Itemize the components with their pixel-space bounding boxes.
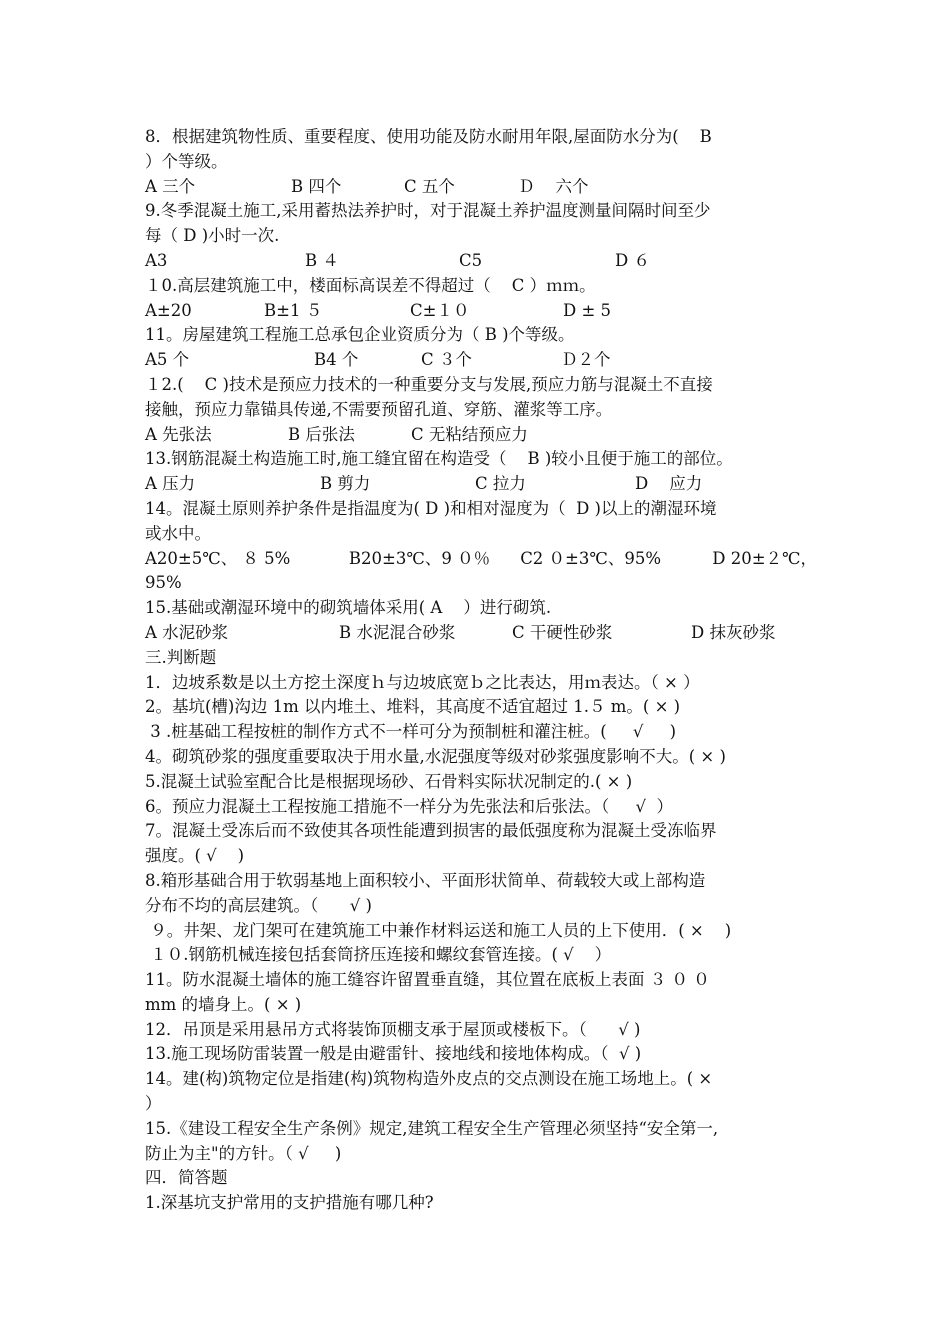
q13-options: [145, 472, 817, 497]
tf-item-14-line2: ）: [145, 1094, 162, 1114]
q8-option-a: A 三个: [145, 176, 196, 196]
tf-item-6: 6。预应力混凝土工程按施工措施不一样分为先张法和后张法。（ √ ）: [145, 796, 673, 816]
q15-stem: 15.基础或潮湿环境中的砌筑墙体采用( A ）进行砌筑.: [145, 598, 552, 618]
q14-option-d-wrap: 95%: [145, 573, 182, 593]
tf-item-4: 4。砌筑砂浆的强度重要取决于用水量,水泥强度等级对砂浆强度影响不大。( × ): [145, 746, 726, 766]
q10-option-a: A±20: [145, 300, 192, 320]
q9-option-b: B ４: [305, 250, 339, 270]
section-heading-short-answer: 四．简答题: [145, 1168, 228, 1188]
q15-option-d: D 抹灰砂浆: [691, 622, 776, 642]
q14-stem-line1: 14。混凝土原则养护条件是指温度为( D )和相对湿度为（ D )以上的潮湿环境: [145, 498, 717, 518]
q10-option-d: D ± 5: [563, 300, 612, 320]
tf-item-10: １０.钢筋机械连接包括套筒挤压连接和螺纹套管连接。( √ ）: [145, 945, 612, 965]
tf-item-3: 3 .桩基础工程按桩的制作方式不一样可分为预制桩和灌注桩。( √ ): [145, 722, 677, 742]
tf-item-1: 1．边坡系数是以土方挖土深度ｈ与边坡底宽ｂ之比表达，用ｍ表达。（ × ）: [145, 672, 700, 692]
q11-option-c: C ３个: [421, 350, 472, 370]
q13-option-a: A 压力: [145, 474, 196, 494]
q14-option-b: B20±3℃、9 ０％: [348, 548, 491, 568]
tf-item-15-line1: 15.《建设工程安全生产条例》规定,建筑工程安全生产管理必须坚持“安全第一,: [145, 1118, 719, 1138]
tf-item-13: 13.施工现场防雷装置一般是由避雷针、接地线和接地体构成。（ √ ): [145, 1044, 642, 1064]
q9-option-a: A3: [145, 250, 168, 270]
q14-option-c: C2 ０±3℃、95%: [520, 548, 662, 568]
q9-options: [145, 249, 817, 274]
section-heading-true-false: 三.判断题: [145, 647, 217, 667]
q9-option-c: C5: [459, 250, 483, 270]
tf-item-2: 2。基坑(槽)沟边 1m 以内堆土、堆料，其高度不适宜超过 1.５ m。( × ): [145, 697, 681, 717]
q11-option-a: A5 个: [145, 350, 190, 370]
tf-item-8-line2: 分布不均的高层建筑。（ √ ): [145, 895, 372, 915]
tf-item-15-line2: 防止为主"的方针。（ √ ): [145, 1143, 342, 1163]
tf-item-11-line1: 11。防水混凝土墙体的施工缝容许留置垂直缝，其位置在底板上表面 ３ ０ ０: [145, 970, 710, 990]
q11-options: [145, 348, 817, 373]
q14-stem-line2: 或水中。: [145, 523, 211, 543]
q12-option-b: B 后张法: [288, 424, 355, 444]
q15-option-c: C 干硬性砂浆: [512, 622, 613, 642]
q9-option-d: D ６: [615, 250, 650, 270]
sa-item-1: 1.深基坑支护常用的支护措施有哪几种?: [145, 1193, 434, 1213]
document-body: [145, 125, 817, 1216]
tf-item-7-line1: 7。混凝土受冻后而不致使其各项性能遭到损害的最低强度称为混凝土受冻临界: [145, 821, 717, 841]
q13-option-b: B 剪力: [320, 474, 371, 494]
q12-stem-line1: １2.( C )技术是预应力技术的一种重要分支与发展,预应力筋与混凝土不直接: [145, 374, 713, 394]
tf-item-11-line2: mm 的墙身上。( × ): [145, 994, 302, 1014]
q12-options: [145, 423, 817, 448]
q8-options: [145, 175, 817, 200]
tf-item-8-line1: 8.箱形基础合用于软弱基地上面积较小、平面形状简单、荷载较大或上部构造: [145, 870, 706, 890]
q11-option-d: Ｄ２个: [561, 350, 611, 370]
q14-options: [145, 547, 817, 572]
q12-option-a: A 先张法: [145, 424, 212, 444]
tf-item-5: 5.混凝土试验室配合比是根据现场砂、石骨料实际状况制定的.( × ): [145, 771, 633, 791]
q11-stem: 11。房屋建筑工程施工总承包企业资质分为（ B )个等级。: [145, 325, 575, 345]
q8-option-d: Ｄ 六个: [518, 176, 589, 196]
q10-option-b: B±1 ５: [264, 300, 323, 320]
q12-stem-line2: 接触，预应力靠锚具传递,不需要预留孔道、穿筋、灌浆等工序。: [145, 399, 613, 419]
tf-item-7-line2: 强度。( √ ): [145, 846, 245, 866]
q15-options: [145, 621, 817, 646]
tf-item-14-line1: 14。建(构)筑物定位是指建(构)筑物构造外皮点的交点测设在施工场地上。( ×: [145, 1069, 713, 1089]
q10-options: [145, 299, 817, 324]
q15-option-b: B 水泥混合砂浆: [339, 622, 456, 642]
q12-option-c: C 无粘结预应力: [411, 424, 528, 444]
q11-option-b: B4 个: [314, 350, 359, 370]
q14-option-d: D 20±２℃，: [712, 548, 817, 568]
q15-option-a: A 水泥砂浆: [145, 622, 229, 642]
q10-stem: １0.高层建筑施工中，楼面标高误差不得超过（ C ）ｍｍ。: [145, 275, 596, 295]
q14-option-a: A20±5℃、 ８ 5%: [145, 548, 291, 568]
q13-option-c: C 拉力: [475, 474, 526, 494]
q10-option-c: C±１０: [410, 300, 470, 320]
q13-stem: 13.钢筋混凝土构造施工时,施工缝宜留在构造受（ B )较小且便于施工的部位。: [145, 449, 733, 469]
q9-stem-line2: 每（ D )小时一次.: [145, 226, 280, 246]
q13-option-d: D 应力: [635, 474, 703, 494]
q8-stem-line2: ）个等级。: [145, 151, 228, 171]
q9-stem-line1: 9.冬季混凝土施工,采用蓄热法养护时，对于混凝土养护温度测量间隔时间至少: [145, 201, 711, 221]
tf-item-12: 12．吊顶是采用悬吊方式将装饰顶棚支承于屋顶或楼板下。（ √ ): [145, 1019, 641, 1039]
tf-item-9: ９。井架、龙门架可在建筑施工中兼作材料运送和施工人员的上下使用．( × ): [145, 920, 732, 940]
q8-option-b: B 四个: [291, 176, 342, 196]
q8-option-c: C 五个: [404, 176, 455, 196]
q8-stem-line1: 8．根据建筑物性质、重要程度、使用功能及防水耐用年限,屋面防水分为( B: [145, 127, 712, 146]
